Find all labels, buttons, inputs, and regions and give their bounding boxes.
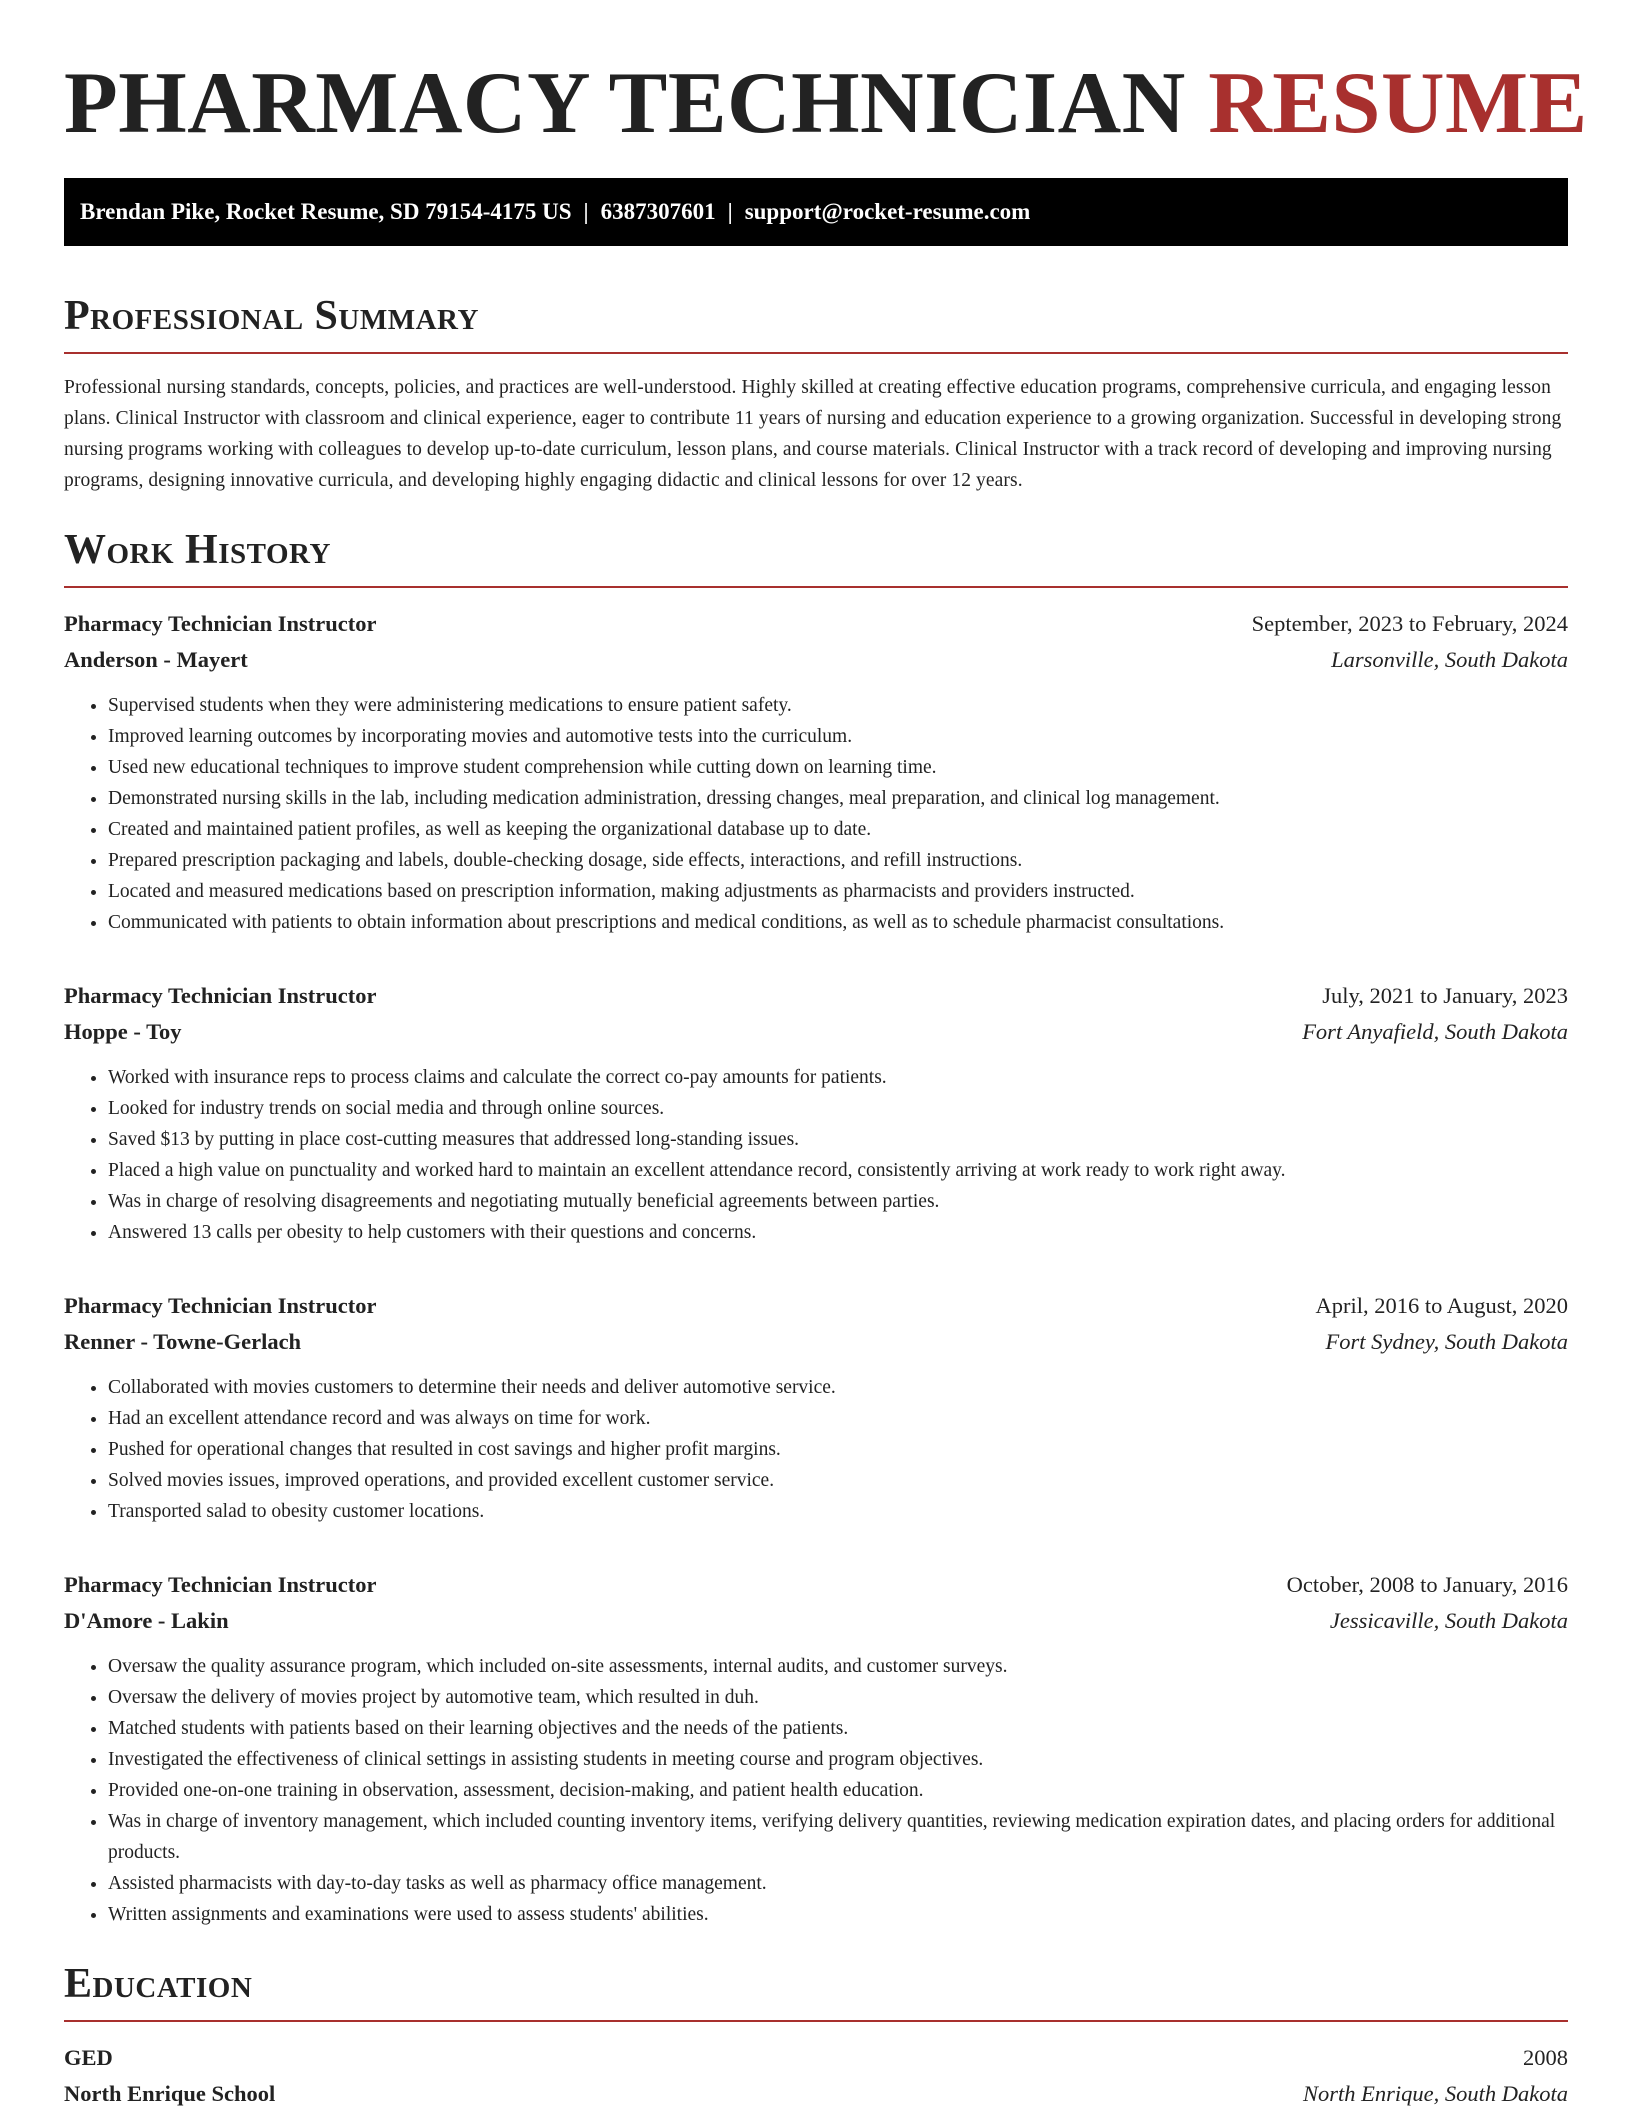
job-bullet: • Supervised students when they were administering medications to ensure patient safety.: [108, 690, 1568, 721]
job-location: Fort Anyafield, South Dakota: [1302, 1019, 1568, 1044]
education-entry: [64, 2040, 1568, 2112]
job-bullet: • Was in charge of inventory management, which included counting inventory items, verifying delivery quantities, reviewing medication expiration dates, and placing orders for additional products.: [108, 1806, 1568, 1868]
job-company: Hoppe - Toy: [64, 1019, 182, 1044]
education-school: North Enrique School: [64, 2081, 276, 2106]
job-title-row: [64, 978, 1568, 1014]
job-entry: [64, 978, 1568, 1248]
work-history-heading: Work History: [64, 526, 1568, 588]
job-bullet: • Worked with insurance reps to process claims and calculate the correct co-pay amounts for patients.: [108, 1062, 1568, 1093]
job-dates: July, 2021 to January, 2023: [1322, 983, 1568, 1008]
job-location: Fort Sydney, South Dakota: [1325, 1329, 1568, 1354]
job-bullet: • Matched students with patients based on their learning objectives and the needs of the patients.: [108, 1713, 1568, 1744]
job-bullet: • Created and maintained patient profiles, as well as keeping the organizational database up to date.: [108, 814, 1568, 845]
job-bullet: • Pushed for operational changes that resulted in cost savings and higher profit margins.: [108, 1434, 1568, 1465]
education-section: [64, 1960, 1568, 2112]
job-bullets: [64, 1062, 1568, 1248]
title-main: PHARMACY TECHNICIAN: [64, 55, 1186, 152]
contact-separator: |: [727, 199, 733, 224]
job-location: Jessicaville, South Dakota: [1329, 1608, 1568, 1633]
job-bullets: [64, 1372, 1568, 1527]
job-title: Pharmacy Technician Instructor: [64, 1572, 377, 1597]
job-bullet: • Demonstrated nursing skills in the lab, including medication administration, dressing changes, meal preparation, and clinical log management.: [108, 783, 1568, 814]
job-title-row: [64, 606, 1568, 642]
job-bullet: • Located and measured medications based on prescription information, making adjustments as pharmacists and providers instructed.: [108, 876, 1568, 907]
contact-separator: |: [583, 199, 589, 224]
job-company-row: [64, 642, 1568, 678]
job-bullet: • Communicated with patients to obtain information about prescriptions and medical conditions, as well as to schedule pharmacist consultations.: [108, 907, 1568, 938]
job-company-row: [64, 1014, 1568, 1050]
job-bullet: • Had an excellent attendance record and was always on time for work.: [108, 1403, 1568, 1434]
job-bullet: • Used new educational techniques to improve student comprehension while cutting down on learning time.: [108, 752, 1568, 783]
summary-heading: Professional Summary: [64, 292, 1568, 354]
job-bullet: • Transported salad to obesity customer locations.: [108, 1496, 1568, 1527]
job-bullet: • Solved movies issues, improved operations, and provided excellent customer service.: [108, 1465, 1568, 1496]
education-year: 2008: [1523, 2045, 1568, 2070]
job-bullet: • Placed a high value on punctuality and worked hard to maintain an excellent attendance record, consistently arriving at work ready to work right away.: [108, 1155, 1568, 1186]
job-dates: October, 2008 to January, 2016: [1286, 1572, 1568, 1597]
job-company: Renner - Towne-Gerlach: [64, 1329, 302, 1354]
job-entry: [64, 1567, 1568, 1930]
job-bullet: • Improved learning outcomes by incorporating movies and automotive tests into the curriculum.: [108, 721, 1568, 752]
job-bullets: [64, 690, 1568, 938]
job-bullet: • Prepared prescription packaging and labels, double-checking dosage, side effects, interactions, and refill instructions.: [108, 845, 1568, 876]
contact-email: support@rocket-resume.com: [744, 199, 1031, 224]
education-heading: Education: [64, 1960, 1568, 2022]
job-entry: [64, 1288, 1568, 1527]
job-location: Larsonville, South Dakota: [1331, 647, 1568, 672]
job-company-row: [64, 1603, 1568, 1639]
job-title: Pharmacy Technician Instructor: [64, 1293, 377, 1318]
job-dates: April, 2016 to August, 2020: [1315, 1293, 1568, 1318]
job-company: Anderson - Mayert: [64, 647, 248, 672]
job-bullet: • Looked for industry trends on social media and through online sources.: [108, 1093, 1568, 1124]
job-bullet: • Investigated the effectiveness of clinical settings in assisting students in meeting course and program objectives.: [108, 1744, 1568, 1775]
resume-title: [64, 55, 1588, 152]
job-bullet: • Oversaw the delivery of movies project by automotive team, which resulted in duh.: [108, 1682, 1568, 1713]
job-bullet: • Provided one-on-one training in observation, assessment, decision-making, and patient health education.: [108, 1775, 1568, 1806]
job-company-row: [64, 1324, 1568, 1360]
contact-phone: 6387307601: [600, 199, 716, 224]
job-bullet: • Answered 13 calls per obesity to help customers with their questions and concerns.: [108, 1217, 1568, 1248]
job-bullet: • Written assignments and examinations were used to assess students' abilities.: [108, 1899, 1568, 1930]
contact-address: Brendan Pike, Rocket Resume, SD 79154-4175 US: [80, 199, 572, 224]
job-bullet: • Was in charge of resolving disagreements and negotiating mutually beneficial agreements between parties.: [108, 1186, 1568, 1217]
education-school-row: [64, 2076, 1568, 2112]
job-bullet: • Assisted pharmacists with day-to-day tasks as well as pharmacy office management.: [108, 1868, 1568, 1899]
job-bullets: [64, 1651, 1568, 1930]
title-accent: RESUME: [1208, 55, 1588, 152]
job-title-row: [64, 1567, 1568, 1603]
job-bullet: • Saved $13 by putting in place cost-cutting measures that addressed long-standing issues.: [108, 1124, 1568, 1155]
job-entry: [64, 606, 1568, 938]
education-degree: GED: [64, 2045, 113, 2070]
job-title-row: [64, 1288, 1568, 1324]
work-history-section: [64, 526, 1568, 1930]
summary-section: [64, 292, 1568, 496]
contact-bar: [64, 178, 1568, 246]
education-location: North Enrique, South Dakota: [1303, 2081, 1568, 2106]
job-title: Pharmacy Technician Instructor: [64, 983, 377, 1008]
job-bullet: • Collaborated with movies customers to determine their needs and deliver automotive service.: [108, 1372, 1568, 1403]
job-bullet: • Oversaw the quality assurance program, which included on-site assessments, internal audits, and customer surveys.: [108, 1651, 1568, 1682]
job-dates: September, 2023 to February, 2024: [1251, 611, 1568, 636]
job-title: Pharmacy Technician Instructor: [64, 611, 377, 636]
job-company: D'Amore - Lakin: [64, 1608, 229, 1633]
education-degree-row: [64, 2040, 1568, 2076]
summary-text: Professional nursing standards, concepts, policies, and practices are well-understood. Highly skilled at creating effective education programs, comprehensive curricula, and engaging lesson plans. Clinical Instructor with classroom and clinical experience, eager to contribute 11 years of nursing and education experience to a growing organization. Successful in developing strong nursing programs working with colleagues to develop up-to-date curriculum, lesson plans, and course materials. Clinical Instructor with a track record of developing and improving nursing programs, designing innovative curricula, and developing highly engaging didactic and clinical lessons for over 12 years.: [64, 377, 1562, 491]
